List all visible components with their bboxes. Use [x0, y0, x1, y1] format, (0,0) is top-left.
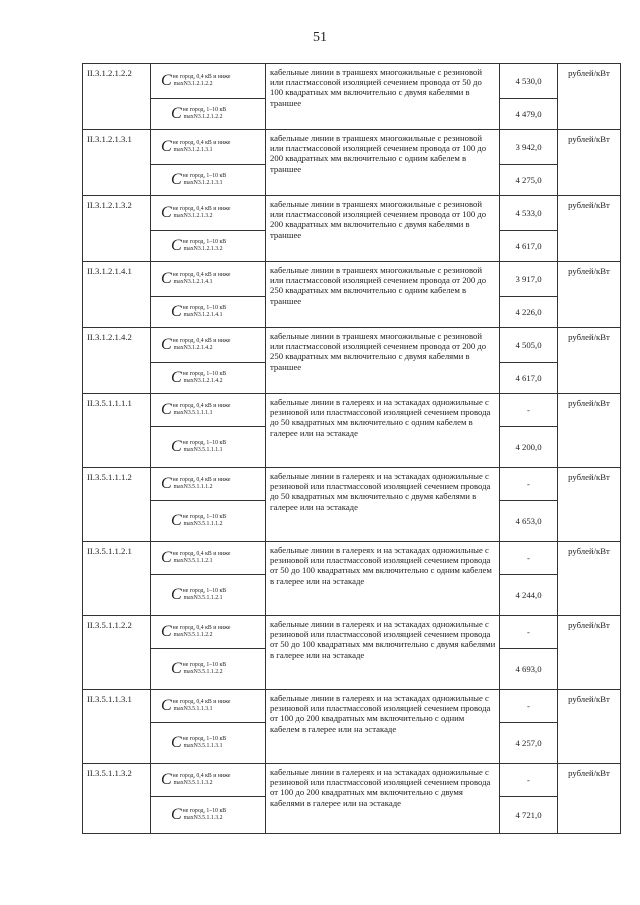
rate-symbol-low-voltage: [151, 130, 266, 165]
rate-value-low-voltage: -: [500, 764, 558, 797]
symbol-subscript: maxN3.1.2.1.3.1: [183, 180, 223, 186]
symbol-superscript: не город, 1–10 кВ: [182, 106, 227, 113]
table-row: [83, 130, 621, 165]
row-description: кабельные линии в траншеях многожильные с резиновой или пластмассовой изоляцией сечением провода от 200 до 250 квадратных мм включительно с одним кабелем в траншее: [266, 262, 500, 328]
row-description: кабельные линии в галереях и на эстакадах одножильные с резиновой или пластмассовой изоляцией сечением провода от 50 до 100 квадратных мм включительно с одним кабелем в галерее или на эстакаде: [266, 542, 500, 616]
symbol-superscript: не город, 1–10 кВ: [182, 439, 227, 446]
row-description: кабельные линии в траншеях многожильные с резиновой или пластмассовой изоляцией сечением провода от 100 до 200 квадратных мм включительно с одним кабелем в траншее: [266, 130, 500, 196]
rate-unit: рублей/кВт: [558, 394, 621, 468]
rate-value-low-voltage: -: [500, 690, 558, 723]
row-code: II.3.5.1.1.1.2: [83, 468, 151, 542]
rate-symbol-low-voltage: [151, 262, 266, 297]
symbol-subscript: maxN3.1.2.1.3.2: [173, 213, 213, 219]
rate-value-medium-voltage: 4 479,0: [500, 99, 558, 130]
symbol-superscript: не город, 0,4 кВ и ниже: [172, 402, 231, 409]
symbol-superscript: не город, 1–10 кВ: [182, 807, 227, 814]
symbol-superscript: не город, 0,4 кВ и ниже: [172, 73, 231, 80]
rate-value-low-voltage: 4 530,0: [500, 64, 558, 99]
symbol-superscript: не город, 1–10 кВ: [182, 304, 227, 311]
symbol-superscript: не город, 0,4 кВ и ниже: [172, 624, 231, 631]
rate-symbol-letter: C: [161, 138, 172, 155]
symbol-subscript: maxN3.1.2.1.2.2: [183, 114, 223, 120]
symbol-subscript: maxN3.5.1.1.2.2: [173, 632, 213, 638]
rate-symbol-medium-voltage: [151, 231, 266, 262]
row-code: II.3.1.2.1.3.1: [83, 130, 151, 196]
row-code: II.3.5.1.1.1.1: [83, 394, 151, 468]
symbol-subscript: maxN3.1.2.1.4.1: [173, 279, 213, 285]
rate-value-low-voltage: -: [500, 616, 558, 649]
table-row: [83, 262, 621, 297]
rate-symbol-letter: C: [161, 204, 172, 221]
tariff-table-body: [83, 64, 621, 834]
row-description: кабельные линии в траншеях многожильные с резиновой или пластмассовой изоляцией сечением провода от 50 до 100 квадратных мм включительно с двумя кабелями в траншее: [266, 64, 500, 130]
rate-symbol-letter: C: [171, 512, 182, 529]
rate-symbol-medium-voltage: [151, 99, 266, 130]
rate-symbol-letter: C: [161, 623, 172, 640]
row-code: II.3.1.2.1.4.1: [83, 262, 151, 328]
rate-unit: рублей/кВт: [558, 64, 621, 130]
row-code: II.3.1.2.1.2.2: [83, 64, 151, 130]
row-description: кабельные линии в галереях и на эстакадах одножильные с резиновой или пластмассовой изоляцией сечением провода от 100 до 200 квадратных мм включительно с одним кабелем в галерее или на эстакаде: [266, 690, 500, 764]
symbol-superscript: не город, 0,4 кВ и ниже: [172, 698, 231, 705]
rate-unit: рублей/кВт: [558, 468, 621, 542]
rate-unit: рублей/кВт: [558, 196, 621, 262]
table-row: [83, 542, 621, 575]
symbol-superscript: не город, 0,4 кВ и ниже: [172, 550, 231, 557]
symbol-subscript: maxN3.5.1.1.1.2: [183, 521, 223, 527]
rate-symbol-letter: C: [161, 771, 172, 788]
rate-symbol-letter: C: [171, 303, 182, 320]
rate-value-medium-voltage: 4 721,0: [500, 797, 558, 834]
symbol-subscript: maxN3.1.2.1.3.1: [173, 147, 213, 153]
rate-symbol-letter: C: [161, 72, 172, 89]
rate-symbol-medium-voltage: [151, 723, 266, 764]
rate-value-low-voltage: 4 505,0: [500, 328, 558, 363]
page-number: 51: [313, 30, 327, 45]
rate-symbol-low-voltage: [151, 764, 266, 797]
rate-symbol-letter: C: [171, 660, 182, 677]
table-row: [83, 328, 621, 363]
symbol-subscript: maxN3.1.2.1.4.2: [183, 378, 223, 384]
rate-symbol-low-voltage: [151, 64, 266, 99]
rate-symbol-medium-voltage: [151, 575, 266, 616]
rate-symbol-letter: C: [161, 697, 172, 714]
rate-symbol-letter: C: [161, 549, 172, 566]
symbol-superscript: не город, 0,4 кВ и ниже: [172, 271, 231, 278]
rate-value-low-voltage: 3 942,0: [500, 130, 558, 165]
rate-symbol-low-voltage: [151, 328, 266, 363]
row-code: II.3.5.1.1.2.1: [83, 542, 151, 616]
rate-symbol-medium-voltage: [151, 797, 266, 834]
rate-symbol-low-voltage: [151, 616, 266, 649]
rate-unit: рублей/кВт: [558, 328, 621, 394]
rate-unit: рублей/кВт: [558, 616, 621, 690]
symbol-superscript: не город, 1–10 кВ: [182, 370, 227, 377]
rate-value-low-voltage: -: [500, 394, 558, 427]
rate-value-low-voltage: -: [500, 468, 558, 501]
rate-symbol-letter: C: [161, 336, 172, 353]
symbol-subscript: maxN3.1.2.1.4.2: [173, 345, 213, 351]
rate-unit: рублей/кВт: [558, 542, 621, 616]
rate-symbol-letter: C: [161, 475, 172, 492]
rate-symbol-low-voltage: [151, 468, 266, 501]
rate-value-medium-voltage: 4 257,0: [500, 723, 558, 764]
rate-value-low-voltage: 4 533,0: [500, 196, 558, 231]
table-row: [83, 196, 621, 231]
rate-value-medium-voltage: 4 653,0: [500, 501, 558, 542]
rate-symbol-low-voltage: [151, 196, 266, 231]
rate-symbol-medium-voltage: [151, 427, 266, 468]
rate-value-medium-voltage: 4 200,0: [500, 427, 558, 468]
symbol-subscript: maxN3.5.1.1.1.2: [173, 484, 213, 490]
table-row: [83, 690, 621, 723]
symbol-subscript: maxN3.5.1.1.1.1: [183, 447, 223, 453]
row-code: II.3.1.2.1.4.2: [83, 328, 151, 394]
symbol-superscript: не город, 1–10 кВ: [182, 172, 227, 179]
symbol-subscript: maxN3.5.1.1.3.1: [173, 706, 213, 712]
rate-symbol-letter: C: [171, 438, 182, 455]
table-row: [83, 64, 621, 99]
symbol-superscript: не город, 1–10 кВ: [182, 587, 227, 594]
rate-value-low-voltage: -: [500, 542, 558, 575]
symbol-subscript: maxN3.1.2.1.2.2: [173, 81, 213, 87]
symbol-subscript: maxN3.1.2.1.3.2: [183, 246, 223, 252]
symbol-subscript: maxN3.5.1.1.1.1: [173, 410, 213, 416]
rate-unit: рублей/кВт: [558, 262, 621, 328]
row-code: II.3.5.1.1.3.1: [83, 690, 151, 764]
row-code: II.3.5.1.1.2.2: [83, 616, 151, 690]
rate-symbol-medium-voltage: [151, 363, 266, 394]
rate-symbol-letter: C: [161, 270, 172, 287]
row-code: II.3.1.2.1.3.2: [83, 196, 151, 262]
row-description: кабельные линии в галереях и на эстакадах одножильные с резиновой или пластмассовой изоляцией сечением провода от 100 до 200 квадратных мм включительно с двумя кабелями в галерее или на эстакаде: [266, 764, 500, 834]
rate-unit: рублей/кВт: [558, 130, 621, 196]
rate-unit: рублей/кВт: [558, 690, 621, 764]
symbol-subscript: maxN3.5.1.1.3.2: [173, 780, 213, 786]
rate-symbol-letter: C: [171, 171, 182, 188]
rate-value-low-voltage: 3 917,0: [500, 262, 558, 297]
row-description: кабельные линии в траншеях многожильные с резиновой или пластмассовой изоляцией сечением провода от 100 до 200 квадратных мм включительно с двумя кабелями в траншее: [266, 196, 500, 262]
symbol-superscript: не город, 1–10 кВ: [182, 513, 227, 520]
symbol-superscript: не город, 0,4 кВ и ниже: [172, 772, 231, 779]
symbol-superscript: не город, 0,4 кВ и ниже: [172, 139, 231, 146]
rate-symbol-letter: C: [171, 586, 182, 603]
row-description: кабельные линии в траншеях многожильные с резиновой или пластмассовой изоляцией сечением провода от 200 до 250 квадратных мм включительно с двумя кабелями в траншее: [266, 328, 500, 394]
rate-symbol-medium-voltage: [151, 165, 266, 196]
rate-symbol-letter: C: [171, 734, 182, 751]
rate-symbol-low-voltage: [151, 690, 266, 723]
rate-symbol-medium-voltage: [151, 501, 266, 542]
rate-value-medium-voltage: 4 275,0: [500, 165, 558, 196]
table-row: [83, 468, 621, 501]
rate-value-medium-voltage: 4 244,0: [500, 575, 558, 616]
rate-value-medium-voltage: 4 693,0: [500, 649, 558, 690]
tariff-table: [82, 63, 621, 834]
symbol-superscript: не город, 0,4 кВ и ниже: [172, 205, 231, 212]
table-row: [83, 764, 621, 797]
symbol-superscript: не город, 0,4 кВ и ниже: [172, 337, 231, 344]
rate-symbol-medium-voltage: [151, 649, 266, 690]
rate-symbol-low-voltage: [151, 542, 266, 575]
rate-unit: рублей/кВт: [558, 764, 621, 834]
symbol-subscript: maxN3.1.2.1.4.1: [183, 312, 223, 318]
rate-symbol-medium-voltage: [151, 297, 266, 328]
row-description: кабельные линии в галереях и на эстакадах одножильные с резиновой или пластмассовой изоляцией сечением провода до 50 квадратных мм включительно с одним кабелем в галерее или на эстакаде: [266, 394, 500, 468]
row-description: кабельные линии в галереях и на эстакадах одножильные с резиновой или пластмассовой изоляцией сечением провода от 50 до 100 квадратных мм включительно с двумя кабелями в галерее или на эстакаде: [266, 616, 500, 690]
table-row: [83, 394, 621, 427]
symbol-subscript: maxN3.5.1.1.2.2: [183, 669, 223, 675]
rate-symbol-low-voltage: [151, 394, 266, 427]
rate-value-medium-voltage: 4 226,0: [500, 297, 558, 328]
rate-symbol-letter: C: [171, 105, 182, 122]
row-code: II.3.5.1.1.3.2: [83, 764, 151, 834]
symbol-subscript: maxN3.5.1.1.2.1: [183, 595, 223, 601]
rate-symbol-letter: C: [171, 369, 182, 386]
symbol-superscript: не город, 1–10 кВ: [182, 661, 227, 668]
rate-symbol-letter: C: [171, 806, 182, 823]
symbol-superscript: не город, 1–10 кВ: [182, 735, 227, 742]
rate-value-medium-voltage: 4 617,0: [500, 231, 558, 262]
symbol-subscript: maxN3.5.1.1.2.1: [173, 558, 213, 564]
rate-symbol-letter: C: [171, 237, 182, 254]
symbol-superscript: не город, 0,4 кВ и ниже: [172, 476, 231, 483]
rate-value-medium-voltage: 4 617,0: [500, 363, 558, 394]
symbol-subscript: maxN3.5.1.1.3.1: [183, 743, 223, 749]
symbol-superscript: не город, 1–10 кВ: [182, 238, 227, 245]
rate-symbol-letter: C: [161, 401, 172, 418]
row-description: кабельные линии в галереях и на эстакадах одножильные с резиновой или пластмассовой изоляцией сечением провода до 50 квадратных мм включительно с двумя кабелями в галерее или на эстакаде: [266, 468, 500, 542]
table-row: [83, 616, 621, 649]
symbol-subscript: maxN3.5.1.1.3.2: [183, 815, 223, 821]
